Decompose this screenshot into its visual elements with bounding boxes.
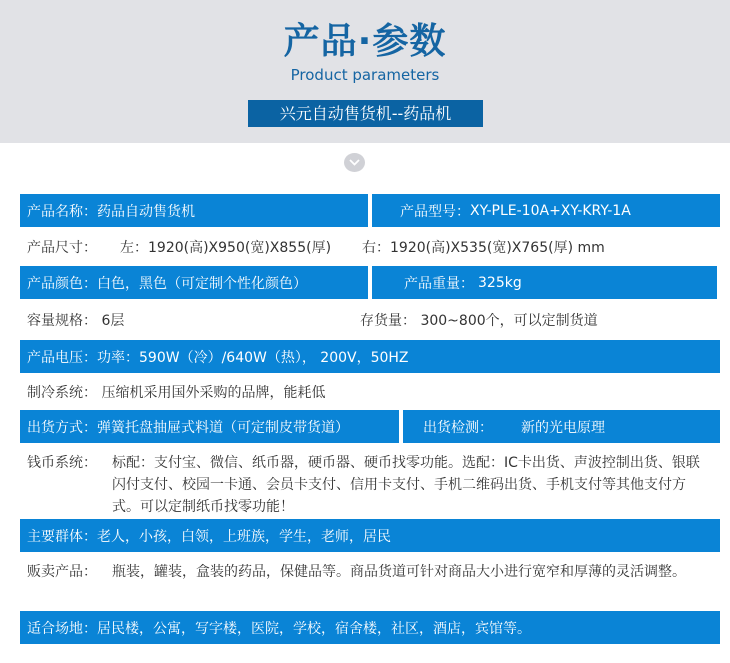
row-detection bbox=[403, 410, 720, 443]
delivery-value: 弹簧托盘抽屉式料道（可定制皮带货道） bbox=[97, 419, 349, 436]
cooling-label: 制冷系统： bbox=[27, 385, 97, 401]
row-product-weight bbox=[372, 266, 717, 299]
row-product-name bbox=[20, 194, 368, 227]
chevron-down-icon[interactable] bbox=[344, 153, 365, 172]
row-voltage bbox=[20, 340, 720, 373]
detection-value: 新的光电原理 bbox=[521, 419, 605, 436]
payment-label: 钱币系统： bbox=[27, 455, 97, 471]
product-model-label: 产品型号： bbox=[400, 203, 470, 220]
product-weight-value: 325kg bbox=[478, 274, 522, 291]
page-subtitle: Product parameters bbox=[290, 66, 440, 84]
page-title: 产品·参数 bbox=[283, 21, 447, 62]
product-name-label: 产品名称： bbox=[27, 203, 97, 220]
row-stock bbox=[360, 310, 598, 330]
product-size-left: 左：1920(高)X950(宽)X855(厚) bbox=[120, 240, 332, 256]
capacity-value: 6层 bbox=[101, 313, 125, 329]
capacity-label: 容量规格： bbox=[27, 313, 97, 329]
product-color-label: 产品颜色： bbox=[27, 275, 97, 292]
row-target-group bbox=[20, 519, 720, 552]
header-banner bbox=[0, 0, 730, 143]
product-color-value: 白色，黑色（可定制个性化颜色） bbox=[97, 275, 307, 292]
cooling-value: 压缩机采用国外采购的品牌，能耗低 bbox=[101, 385, 326, 401]
delivery-label: 出货方式： bbox=[27, 419, 97, 436]
voltage-value: 功率：590W（冷）/640W（热）， 200V，50HZ bbox=[97, 349, 409, 366]
row-delivery bbox=[20, 410, 399, 443]
payment-value: 标配：支付宝、微信、纸币器，硬币器、硬币找零功能。选配：IC卡出货、声波控制出货、银联闪付支付、校园一卡通、会员卡支付、信用卡支付、手机二维码出货、手机支付等其他支付方式。可以定制纸币找零功能！ bbox=[112, 455, 700, 515]
product-size-right: 右：1920(高)X535(宽)X765(厚) mm bbox=[362, 240, 605, 256]
stock-value: 300~800个，可以定制货道 bbox=[420, 313, 598, 329]
target-group-label: 主要群体： bbox=[27, 528, 97, 545]
stock-label: 存货量： bbox=[360, 313, 416, 329]
sold-products-value: 瓶装，罐装，盒装的药品，保健品等。商品货道可针对商品大小进行宽窄和厚薄的灵活调整。 bbox=[112, 564, 686, 580]
row-product-color bbox=[20, 266, 368, 299]
row-capacity bbox=[27, 310, 124, 330]
suitable-places-label: 适合场地： bbox=[27, 620, 97, 637]
detection-label: 出货检测： bbox=[423, 419, 493, 436]
sold-products-label: 贩卖产品： bbox=[27, 564, 97, 580]
voltage-label: 产品电压： bbox=[27, 349, 97, 366]
target-group-value: 老人，小孩，白领，上班族，学生，老师，居民 bbox=[97, 528, 391, 545]
row-product-model bbox=[372, 194, 720, 227]
row-cooling bbox=[27, 382, 325, 402]
product-size-label: 产品尺寸： bbox=[27, 240, 97, 256]
suitable-places-value: 居民楼，公寓，写字楼，医院，学校，宿舍楼，社区，酒店，宾馆等。 bbox=[97, 620, 531, 637]
product-line-badge: 兴元自动售货机--药品机 bbox=[248, 100, 483, 127]
row-suitable-places bbox=[20, 611, 720, 644]
row-product-size bbox=[27, 237, 97, 257]
product-model-value: XY-PLE-10A+XY-KRY-1A bbox=[470, 202, 631, 219]
product-weight-label: 产品重量： bbox=[404, 275, 474, 292]
product-name-value: 药品自动售货机 bbox=[97, 203, 195, 220]
